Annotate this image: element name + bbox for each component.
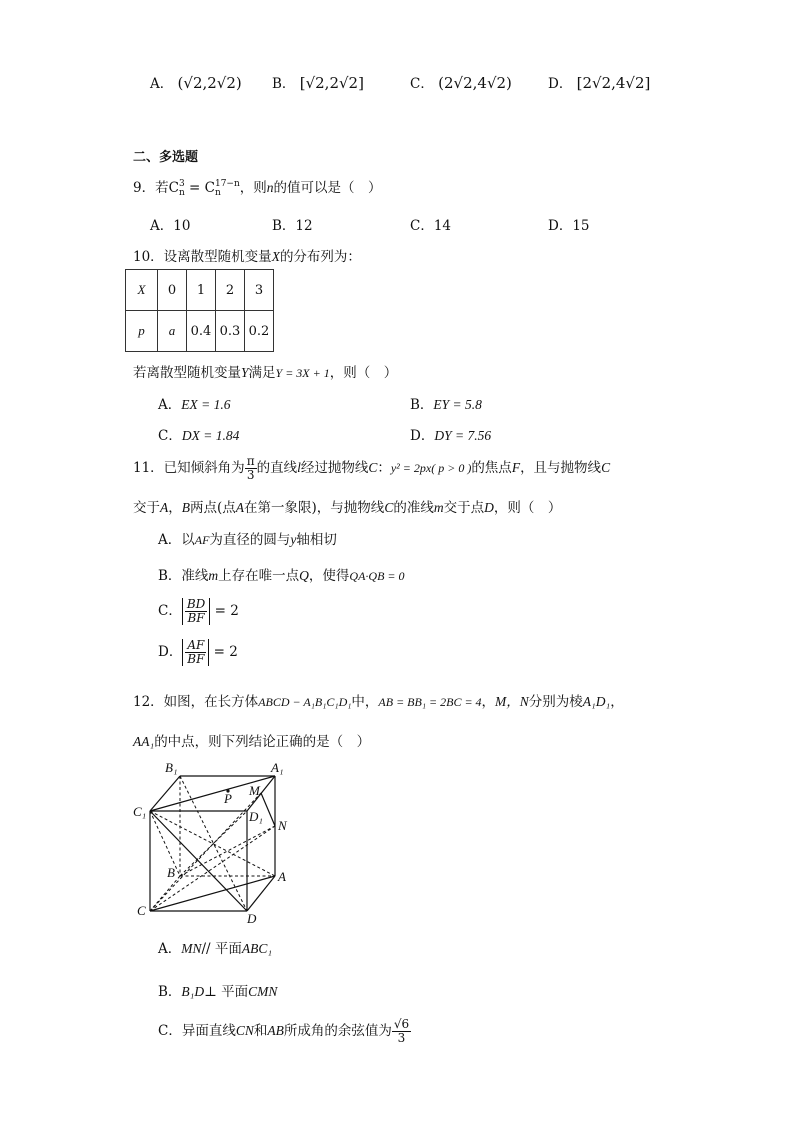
label-c1: C₁: [133, 804, 147, 819]
q10-stem-prefix: 10．设离散型随机变量: [133, 249, 272, 265]
label-n: N: [278, 818, 287, 833]
label-p: P: [224, 791, 232, 806]
label-d: D: [247, 911, 257, 926]
q8-option-d-letter: D．: [548, 76, 573, 92]
q10-line2-prefix: 若离散型随机变量: [133, 365, 241, 381]
q10-option-a: [158, 393, 230, 413]
q11-condition: ( p > 0 ): [431, 461, 472, 475]
q12-option-c-pre: 异面直线: [181, 1023, 236, 1039]
q10-line2-eq: Y = 3X + 1: [275, 366, 330, 380]
q9-option-a: [150, 214, 190, 234]
q11-line2-c: 两点(点: [190, 500, 236, 516]
q10-stem-suffix: 的分布列为：: [279, 249, 361, 265]
q11-option-d-eq: = 2: [213, 644, 238, 660]
q8-option-b-text: [√2,2√2]: [299, 74, 364, 92]
table-cell: a: [158, 311, 187, 352]
q9-option-b-text: 12: [295, 218, 313, 234]
q10-option-d-text: DY = 7.56: [434, 428, 492, 443]
q11-option-d: [158, 639, 238, 666]
label-d1: D₁: [249, 809, 263, 824]
q11-option-b-var-q: Q: [299, 568, 309, 583]
q10-stem: [133, 245, 361, 265]
q9-option-d-text: 15: [572, 218, 590, 234]
q11-line1-prefix: 11．已知倾斜角为: [133, 460, 245, 476]
table-cell: 1: [187, 270, 216, 311]
distribution-table: [125, 269, 274, 352]
segment-mn: [261, 793, 275, 826]
table-row: [126, 270, 274, 311]
q10-option-d-letter: D．: [410, 428, 435, 444]
q11-option-b-pre: 准线: [181, 568, 209, 584]
q12-option-a-mid: // 平面: [201, 941, 242, 957]
q11-option-a-var-y: y: [290, 532, 297, 547]
q12-option-b-plane: CMN: [248, 984, 278, 999]
q11-line1-mid3: 的焦点: [471, 460, 512, 476]
q12-length-eq: AB = BB₁ = 2BC = 4: [378, 695, 482, 709]
q11-line2-var-a: A: [160, 500, 169, 515]
q9-eq-rhs-sup: 17−n: [214, 178, 240, 189]
q12-solid: ABCD − A₁B₁C₁D₁: [258, 695, 352, 709]
hidden-diag-bd1: [180, 811, 247, 876]
q12-vars-mn: M，N: [495, 694, 529, 709]
q12-line1-end: ，: [610, 694, 624, 710]
label-c: C: [137, 903, 146, 918]
q10-option-c-letter: C．: [158, 428, 182, 444]
q12-option-b-var: B₁D: [181, 984, 205, 999]
q10-option-a-text: EX = 1.6: [181, 397, 231, 412]
q11-line1-suffix: ，且与抛物线: [520, 460, 602, 476]
q11-line1-mid2: 经过抛物线: [300, 460, 369, 476]
diag-c1d: [150, 811, 247, 911]
q12-option-c-var1: CN: [235, 1023, 254, 1038]
q8-option-d-text: [2√2,4√2]: [576, 74, 651, 92]
q12-edge-a1d1: A₁D₁: [582, 694, 611, 709]
q11-option-a-post: 为直径的圆与: [209, 532, 291, 548]
q10-option-c-text: DX = 1.84: [181, 428, 240, 443]
q12-option-b-mid: ⊥ 平面: [204, 984, 249, 1000]
q10-line2-mid: 满足: [248, 365, 276, 381]
table-cell: 0.3: [216, 311, 245, 352]
q11-line2-var-a2: A: [235, 500, 245, 515]
q11-line2-var-b: B: [181, 500, 190, 515]
q11-option-b-var-m: m: [208, 568, 219, 583]
q12-line1-prefix: 12．如图，在长方体: [133, 694, 259, 710]
q10-option-d: [410, 424, 491, 444]
label-m: M: [249, 783, 260, 798]
q12-line1-mid3: 分别为棱: [528, 694, 583, 710]
q11-line2-d: 在第一象限)，与抛物线: [244, 500, 385, 516]
q11-option-a: [158, 528, 337, 548]
q11-option-b-mid: 上存在唯一点: [218, 568, 300, 584]
q12-option-c-fraction: $\frac{√6}{3}$: [393, 1017, 410, 1045]
q11-option-c-eq: = 2: [214, 603, 239, 619]
q12-option-a-var: MN: [181, 941, 202, 956]
q11-option-a-var: AF: [194, 533, 210, 547]
table-row: [126, 311, 274, 352]
q10-option-c: [158, 424, 239, 444]
q10-line2-suffix: ，则（ ）: [329, 365, 398, 381]
q11-var-f: F: [511, 460, 521, 475]
diag-ca: [150, 876, 275, 911]
q11-option-a-letter: A．: [158, 532, 182, 548]
q11-option-d-ratio: $\frac{AF}{BF}$: [182, 639, 209, 666]
q11-option-d-letter: D．: [158, 644, 183, 660]
q9-option-c-text: 14: [433, 218, 452, 234]
q8-option-b: [272, 72, 364, 92]
q12-option-b-letter: B．: [158, 984, 182, 1000]
q9-option-a-text: 10: [173, 218, 191, 234]
q11-line2-var-c: C: [384, 500, 394, 515]
q11-option-c-ratio: $\frac{BD}{BF}$: [182, 598, 210, 625]
q12-option-b: [158, 980, 277, 1000]
q11-option-b-eq: QA·QB = 0: [349, 569, 405, 583]
q9-var: n: [266, 180, 274, 195]
q12-stem-line2: [133, 730, 370, 750]
q9-option-a-letter: A．: [150, 218, 174, 234]
q12-option-c-letter: C．: [158, 1023, 182, 1039]
table-cell: X: [126, 270, 158, 311]
q9-option-d: [548, 214, 590, 234]
q11-line2-b: ，: [168, 500, 182, 516]
q11-line1-mid: 的直线: [256, 460, 298, 476]
table-cell: 0.4: [187, 311, 216, 352]
q12-option-c-var2: AB: [267, 1023, 284, 1038]
q9-option-c: [410, 214, 451, 234]
table-cell: p: [126, 311, 158, 352]
q11-line2-f: 交于点: [443, 500, 485, 516]
label-b1: B₁: [165, 760, 178, 775]
q12-option-a-plane: ABC₁: [241, 941, 273, 956]
q11-colon: ：: [377, 460, 391, 476]
q11-option-b: [158, 564, 405, 584]
q10-option-b: [410, 393, 482, 413]
q8-option-a-letter: A．: [150, 76, 174, 92]
q10-line2-var: Y: [241, 365, 249, 380]
q11-line2-var-m: m: [433, 500, 444, 515]
q11-option-c: [158, 598, 239, 625]
q12-option-a-letter: A．: [158, 941, 182, 957]
q11-var-l: l: [297, 460, 301, 475]
table-cell: 3: [245, 270, 274, 311]
q11-var-c2: C: [601, 460, 611, 475]
q10-option-b-text: EY = 5.8: [433, 397, 482, 412]
q11-option-b-letter: B．: [158, 568, 182, 584]
q9-option-b: [272, 214, 313, 234]
q10-condition: [133, 361, 397, 381]
q12-line2-text: 的中点，则下列结论正确的是（ ）: [154, 734, 371, 750]
q8-option-c-text: (2√2,4√2): [438, 74, 512, 92]
hidden-diag-c1b: [150, 811, 180, 876]
q11-option-a-pre: 以: [181, 532, 195, 548]
q9-eq-mid: = C: [184, 180, 215, 196]
q8-option-c-letter: C．: [410, 76, 434, 92]
q11-parabola-eq: y² = 2px: [390, 461, 432, 475]
q11-stem-line1: [133, 455, 610, 482]
q9-stem-mid: ，则: [239, 180, 267, 196]
table-cell: 0.2: [245, 311, 274, 352]
q12-option-c-post: 所成角的余弦值为: [283, 1023, 392, 1039]
q11-angle-fraction: $\frac{\pi}{3}$: [246, 454, 255, 482]
label-a: A: [278, 869, 286, 884]
q11-line2-var-d: D: [484, 500, 494, 515]
q12-option-c-and: 和: [253, 1023, 268, 1039]
q8-option-b-letter: B．: [272, 76, 296, 92]
label-b: B: [167, 865, 175, 880]
table-cell: 0: [158, 270, 187, 311]
q9-stem: [133, 176, 382, 198]
q12-option-c: [158, 1018, 411, 1045]
q8-option-d: [548, 72, 650, 92]
q12-edge-aa1: AA₁: [133, 734, 155, 749]
q8-option-a-text: (√2,2√2): [177, 74, 242, 92]
q9-eq-lhs-sub: n: [178, 187, 185, 198]
q9-eq-lhs: C: [168, 180, 179, 196]
q9-option-b-letter: B．: [272, 218, 296, 234]
q12-line1-mid: 中，: [351, 694, 379, 710]
q8-option-c: [410, 72, 512, 92]
q12-stem-line1: [133, 690, 624, 710]
q9-option-c-letter: C．: [410, 218, 434, 234]
label-a1: A₁: [271, 760, 284, 775]
q11-line2-e: 的准线: [393, 500, 434, 516]
section-title: 二、多选题: [133, 150, 199, 165]
edge-da: [247, 876, 275, 911]
q10-var: X: [271, 249, 280, 264]
q11-option-b-mid2: ，使得: [308, 568, 350, 584]
q12-line1-mid2: ，: [481, 694, 496, 710]
q11-line2-g: ，则（ ）: [493, 500, 562, 516]
cuboid-figure: [125, 755, 305, 930]
q10-option-a-letter: A．: [158, 397, 182, 413]
edge-b1c1: [150, 776, 180, 811]
q8-option-a: [150, 72, 242, 92]
q9-stem-suffix: 的值可以是（ ）: [273, 180, 382, 196]
table-cell: 2: [216, 270, 245, 311]
q9-stem-prefix: 9．若: [133, 180, 169, 196]
q12-option-a: [158, 937, 272, 957]
q9-option-d-letter: D．: [548, 218, 573, 234]
q11-option-a-end: 轴相切: [296, 532, 337, 548]
q9-eq-rhs-sub: n: [214, 187, 221, 198]
q11-option-c-letter: C．: [158, 603, 182, 619]
q11-line2-a: 交于: [133, 500, 160, 516]
q9-eq-lhs-sup: 3: [178, 178, 185, 189]
q11-var-c: C: [368, 460, 378, 475]
q11-stem-line2: [133, 496, 561, 516]
q10-option-b-letter: B．: [410, 397, 434, 413]
